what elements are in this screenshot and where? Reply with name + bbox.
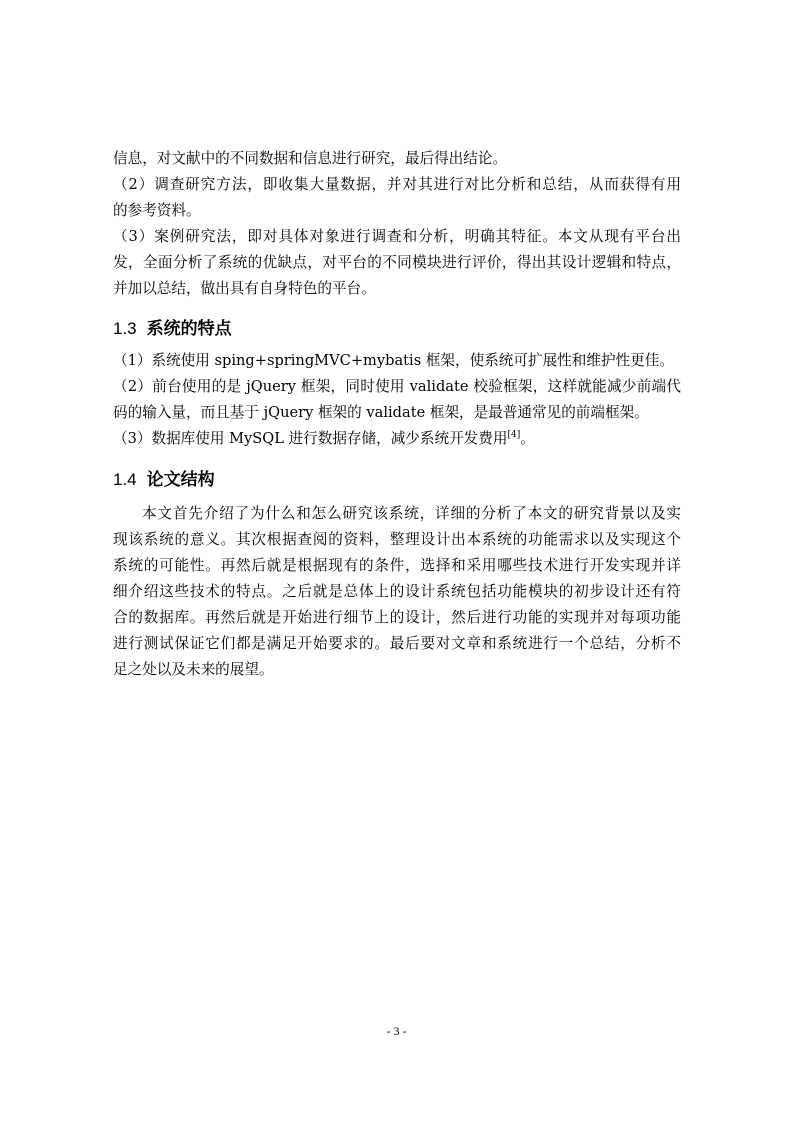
text-line: 本文首先介绍了为什么和怎么研究该系统，详细的分析了本文的研究背景以及实 <box>142 505 681 522</box>
citation-reference: [4] <box>507 430 521 440</box>
text-line: （3）案例研究法，即对具体对象进行调查和分析，明确其特征。本文从现有平台出 <box>113 228 681 245</box>
system-features-text <box>113 348 681 452</box>
text-line: 细介绍这些技术的特点。之后就是总体上的设计系统包括功能模块的初步设计还有符 <box>113 583 681 600</box>
text-line: 码的输入量，而且基于 jQuery 框架的 validate 框架，是最普通常见的前端框架。 <box>113 404 649 421</box>
section-title: 论文结构 <box>146 470 215 490</box>
text-line: 信息，对文献中的不同数据和信息进行研究，最后得出结论。 <box>113 150 508 167</box>
text-line: 并加以总结，做出具有自身特色的平台。 <box>113 280 376 297</box>
section-number: 1.3 <box>113 319 137 338</box>
section-number: 1.4 <box>113 470 137 489</box>
text-line: 系统的可能性。再然后就是根据现有的条件，选择和采用哪些技术进行开发实现并详 <box>113 557 681 574</box>
text-line: （1）系统使用 sping+springMVC+mybatis 框架，使系统可扩展性和维护性更佳。 <box>113 352 674 369</box>
text-line: （3）数据库使用 MySQL 进行数据存储，减少系统开发费用 <box>113 430 508 447</box>
section-heading-1-3 <box>113 317 232 341</box>
text-line: 合的数据库。再然后就是开始进行细节上的设计，然后进行功能的实现并对每项功能 <box>113 609 681 626</box>
text-line: 发，全面分析了系统的优缺点，对平台的不同模块进行评价，得出其设计逻辑和特点， <box>113 254 681 271</box>
text-line: （2）前台使用的是 jQuery 框架，同时使用 validate 校验框架，这样就能减少前端代 <box>113 378 681 395</box>
text-line: 进行测试保证它们都是满足开始要求的。最后要对文章和系统进行一个总结，分析不 <box>113 635 681 652</box>
text-line-tail: 。 <box>520 430 535 447</box>
page-number: - 3 - <box>386 1024 407 1038</box>
thesis-structure-text <box>113 501 681 683</box>
text-line-with-citation <box>113 426 681 452</box>
text-line: （2）调查研究方法，即收集大量数据，并对其进行对比分析和总结，从而获得有用 <box>113 176 681 193</box>
text-line: 足之处以及未来的展望。 <box>113 661 274 678</box>
text-line: 现该系统的意义。其次根据查阅的资料，整理设计出本系统的功能需求以及实现这个 <box>113 531 681 548</box>
text-line: 的参考资料。 <box>113 202 201 219</box>
section-title: 系统的特点 <box>146 319 232 339</box>
section-heading-1-4 <box>113 468 215 492</box>
research-methods-lines <box>113 146 681 302</box>
